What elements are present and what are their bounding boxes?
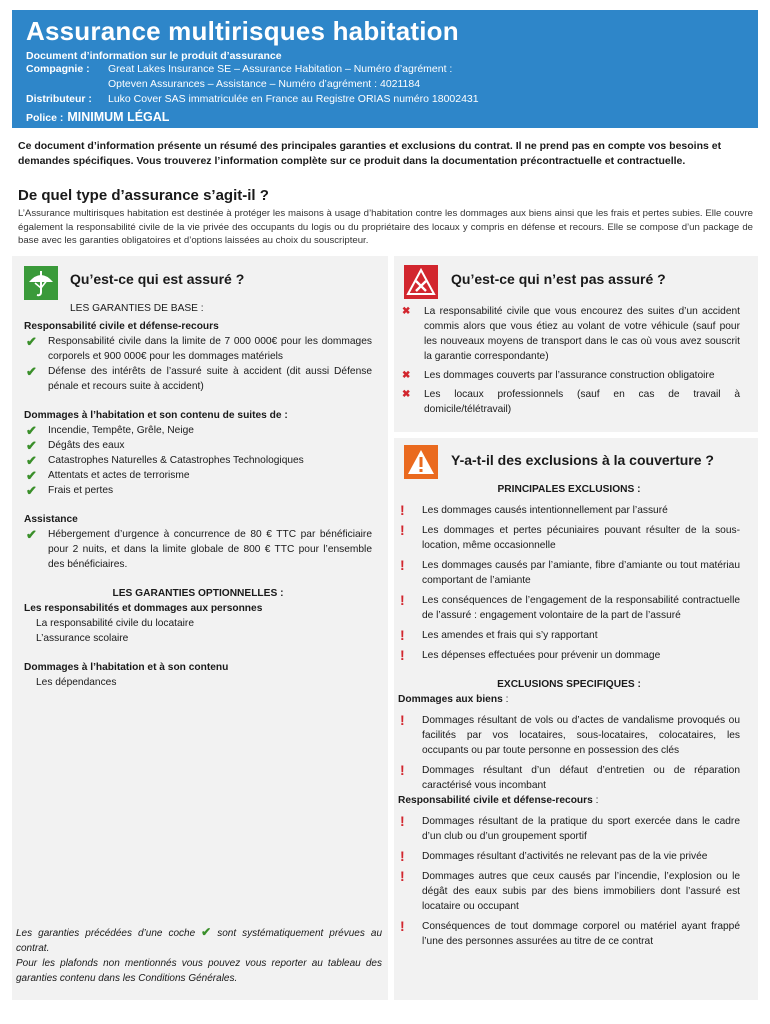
check-icon: ✔ [26,468,37,483]
main-exclusions-list [398,503,740,663]
list-item: La responsabilité civile du locataire [36,618,194,629]
list-item-text: Les dommages et pertes pécuniaires pouvant résulter de la sous-location, même occasionnelle [422,525,740,551]
police-label: Police : [26,112,64,124]
personnes-list [24,616,372,646]
list-item [398,593,740,623]
list-item-text: Dommages résultant de vols ou d’actes de vandalisme provoqués ou facilités par vos locataires, sous-locataires, colocataires, les occupants ou par toute personne en possession des clés [422,715,740,756]
list-item-text: Les dépenses effectuées pour prévenir un dommage [422,650,661,661]
assured-title: Qu’est-ce qui est assuré ? [70,271,245,287]
list-item [398,648,740,663]
list-item [24,527,372,572]
document-title: Assurance multirisques habitation [26,16,459,46]
exclamation-icon: ! [400,502,405,518]
alert-triangle-icon [404,445,438,479]
list-item [398,869,740,914]
dommages-list [24,423,372,498]
list-item [398,628,740,643]
company-row [26,62,744,77]
exclamation-icon: ! [400,848,405,864]
company-row-2 [26,77,744,92]
list-item [24,423,372,438]
list-item [398,713,740,758]
list-item-text: Attentats et actes de terrorisme [48,470,190,481]
footnote-part-b: sont systématiquement prévues au contrat. [16,928,382,954]
list-item-text: Dommages autres que ceux causés par l’incendie, l’explosion ou le dégât des eaux subis par des biens immobiliers dont l’assuré est locataire ou occupant [422,871,740,912]
list-item-text: Dommages résultant d’activités ne relevant pas de la vie privée [422,851,708,862]
list-item [24,468,372,483]
list-item [398,919,740,949]
exclamation-icon: ! [400,647,405,663]
list-item-text: Dommages résultant de la pratique du sport exercée dans le cadre d’un club ou d’un groupement sportif [422,816,740,842]
biens-heading: Dommages aux biens [398,694,503,705]
exclamation-icon: ! [400,522,405,538]
check-icon: ✔ [201,925,212,939]
distributor-value: Luko Cover SAS immatriculée en France au Registre ORIAS numéro 18002431 [108,93,479,105]
list-item [398,849,740,864]
check-icon: ✔ [26,438,37,453]
list-item [24,438,372,453]
assured-footnote [16,925,382,986]
exclamation-icon: ! [400,868,405,884]
exclamation-icon: ! [400,627,405,643]
police-value: MINIMUM LÉGAL [67,110,170,124]
exclamation-icon: ! [400,557,405,573]
not-assured-list [400,304,740,417]
list-item-text: Les amendes et frais qui s’y rapportant [422,630,598,641]
list-item [398,503,740,518]
specific-exclusions-heading: EXCLUSIONS SPECIFIQUES : [497,679,641,690]
footnote-part-a: Les garanties précédées d’une coche [16,928,196,939]
cross-warning-icon [404,265,438,299]
list-item-text: Catastrophes Naturelles & Catastrophes Technologiques [48,455,304,466]
base-guarantees-heading: LES GARANTIES DE BASE : [70,303,204,314]
list-item [398,763,740,793]
list-item-text: Les dommages causés intentionnellement par l’assuré [422,505,668,516]
list-item [24,364,372,394]
list-item [400,387,740,417]
check-icon: ✔ [26,364,37,379]
cross-icon: ✖ [402,306,411,317]
type-section-text: L’Assurance multirisques habitation est destinée à protéger les maisons à usage d’habitation contre les dommages aux biens ainsi que les frais et pertes subies. Elle couvre également la responsabilité civile de la vie privée des occupants du logis ou du propriétaire des locaux y compris en défense et recours. Elle se compose d’un package de base avec les garanties obligatoires et d’options laissées au choix du souscripteur. [18,208,753,246]
list-item [24,483,372,498]
list-item: Les dépendances [36,677,117,688]
assistance-list [24,527,372,572]
list-item [398,558,740,588]
exclamation-icon: ! [400,813,405,829]
exclamation-icon: ! [400,762,405,778]
umbrella-icon [24,266,58,300]
optional-heading: LES GARANTIES OPTIONNELLES : [112,588,284,599]
check-icon: ✔ [26,483,37,498]
company-line-1: Great Lakes Insurance SE – Assurance Habitation – Numéro d’agrément : [108,63,453,75]
list-item-text: Incendie, Tempête, Grêle, Neige [48,425,194,436]
check-icon: ✔ [26,453,37,468]
assured-content [24,319,372,690]
company-label: Compagnie : [26,63,90,75]
exclamation-icon: ! [400,592,405,608]
habitation-list [24,675,372,690]
list-item [398,523,740,553]
intro-paragraph: Ce document d’information présente un résumé des principales garanties et exclusions du contrat. Il ne prend pas en compte vos besoins et demandes spécifiques. Vous trouverez l’information complète sur ce produit dans la documentation précontractuelle et contractuelle. [18,140,722,167]
biens-exclusions-list [398,713,740,793]
assistance-heading: Assistance [24,514,78,525]
list-item-text: Dommages résultant d’un défaut d’entretien ou de réparation caractérisé vous incombant [422,765,740,791]
list-item [400,304,740,364]
cross-icon: ✖ [402,370,411,381]
check-icon: ✔ [26,334,37,349]
list-item-text: Les dommages couverts par l’assurance construction obligatoire [424,370,715,381]
dommages-heading: Dommages à l’habitation et son contenu de suites de : [24,410,288,421]
list-item-text: Les conséquences de l’engagement de la responsabilité contractuelle de l’assuré : engagement volontaire de la part de l’assuré [422,595,740,621]
list-item [398,814,740,844]
company-line-2: Opteven Assurances – Assistance – Numéro d’agrément : 4021184 [108,78,421,90]
list-item-text: Défense des intérêts de l’assuré suite à accident (dit aussi Défense pénale et recours suite à accident) [48,366,372,392]
list-item-text: Responsabilité civile dans la limite de 7 000 000€ pour les dommages corporels et 900 000€ pour les dommages matériels [48,336,372,362]
list-item-text: Les dommages causés par l’amiante, fibre d’amiante ou tout matériau comportant de l’amiante [422,560,740,586]
main-exclusions-heading: PRINCIPALES EXCLUSIONS : [497,484,641,495]
list-item-text: Conséquences de tout dommage corporel ou matériel ayant frappé l’une des personnes assurées au titre de ce contrat [422,921,740,947]
rc-heading: Responsabilité civile et défense-recours [24,321,219,332]
exclamation-icon: ! [400,712,405,728]
exclamation-icon: ! [400,918,405,934]
list-item [24,334,372,364]
cross-icon: ✖ [402,389,411,400]
rc-list [24,334,372,394]
list-item [400,368,740,383]
document-subtitle: Document d’information sur le produit d’assurance [26,50,282,62]
exclusions-content: PRINCIPALES EXCLUSIONS : ! Les dommages causés intentionnellement par l’assuré ! Les dommages et pertes pécuniaires pouvant résulter de la sous-location, même occasionnelle ! Les dommages causés par l’amiante, fibre d’amiante ou tout matériau comportant de l’amiante ! Les conséquences de l’engagement de la responsabilité contractuelle de l’assuré : engagement volontaire de la part de l’assuré ! Les amendes et frais qui s’y rapportant ! Les dépenses effectuées pour prévenir un dommage EXCLUSIONS SPECIFIQUES : Dommages aux biens : ! Dommages résultant de vols ou d’actes de vandalisme provoqués ou facilités par vos locataires, sous-locataires, colocataires, les occupants ou par toute personne en possession des clés ! Dommages résultant d’un défaut d’entretien ou de réparation caractérisé vous incombant Responsabilité civile et défense-recours : ! Dommages résultant de la pratique du sport exercée dans le cadre d’un club ou d’un groupement sportif ! Dommages résultant d’activités ne relevant pas de la vie privée ! Dommages autres que ceux causés par l’incendie, l’explosion ou le dégât des eaux subis par des biens immobiliers dont l’assuré est locataire ou occupant ! Conséquences de tout dommage corporel ou matériel ayant frappé l’une des personnes assurées au titre de ce contrat [398,484,740,947]
list-item-text: Les locaux professionnels (sauf en cas de travail à domicile/télétravail) [424,389,740,415]
not-assured-title: Qu’est-ce qui n’est pas assuré ? [451,271,666,287]
rc-exclusions-heading: Responsabilité civile et défense-recours [398,795,593,806]
rc-exclusions-list [398,814,740,949]
check-icon: ✔ [26,527,37,542]
exclusions-title: Y-a-t-il des exclusions à la couverture ? [451,452,714,468]
list-item-text: Hébergement d’urgence à concurrence de 80 € TTC par bénéficiaire pour 2 nuits, et dans la limite globale de 800 € TTC pour l’ensemble des bénéficiaires. [48,529,372,570]
type-section-title: De quel type d’assurance s’agit-il ? [18,187,269,204]
police-row [26,110,744,124]
list-item-text: Frais et pertes [48,485,114,496]
list-item: L’assurance scolaire [36,633,129,644]
distributor-label: Distributeur : [26,93,92,105]
habitation-heading: Dommages à l’habitation et à son contenu [24,662,229,673]
distributor-row [26,92,744,107]
personnes-heading: Les responsabilités et dommages aux personnes [24,603,263,614]
list-item [24,453,372,468]
check-icon: ✔ [26,423,37,438]
header-banner [12,10,758,128]
list-item-text: La responsabilité civile que vous encourez des suites d’un accident commis alors que vous étiez au volant de votre véhicule (sauf pour les nouveaux moyens de transport dans le cas où vous avez souscrit la garantie correspondante) [424,306,740,362]
list-item-text: Dégâts des eaux [48,440,125,451]
footnote-part-c: Pour les plafonds non mentionnés vous pouvez vous reporter au tableau des garanties contenu dans les Conditions Générales. [16,958,382,984]
